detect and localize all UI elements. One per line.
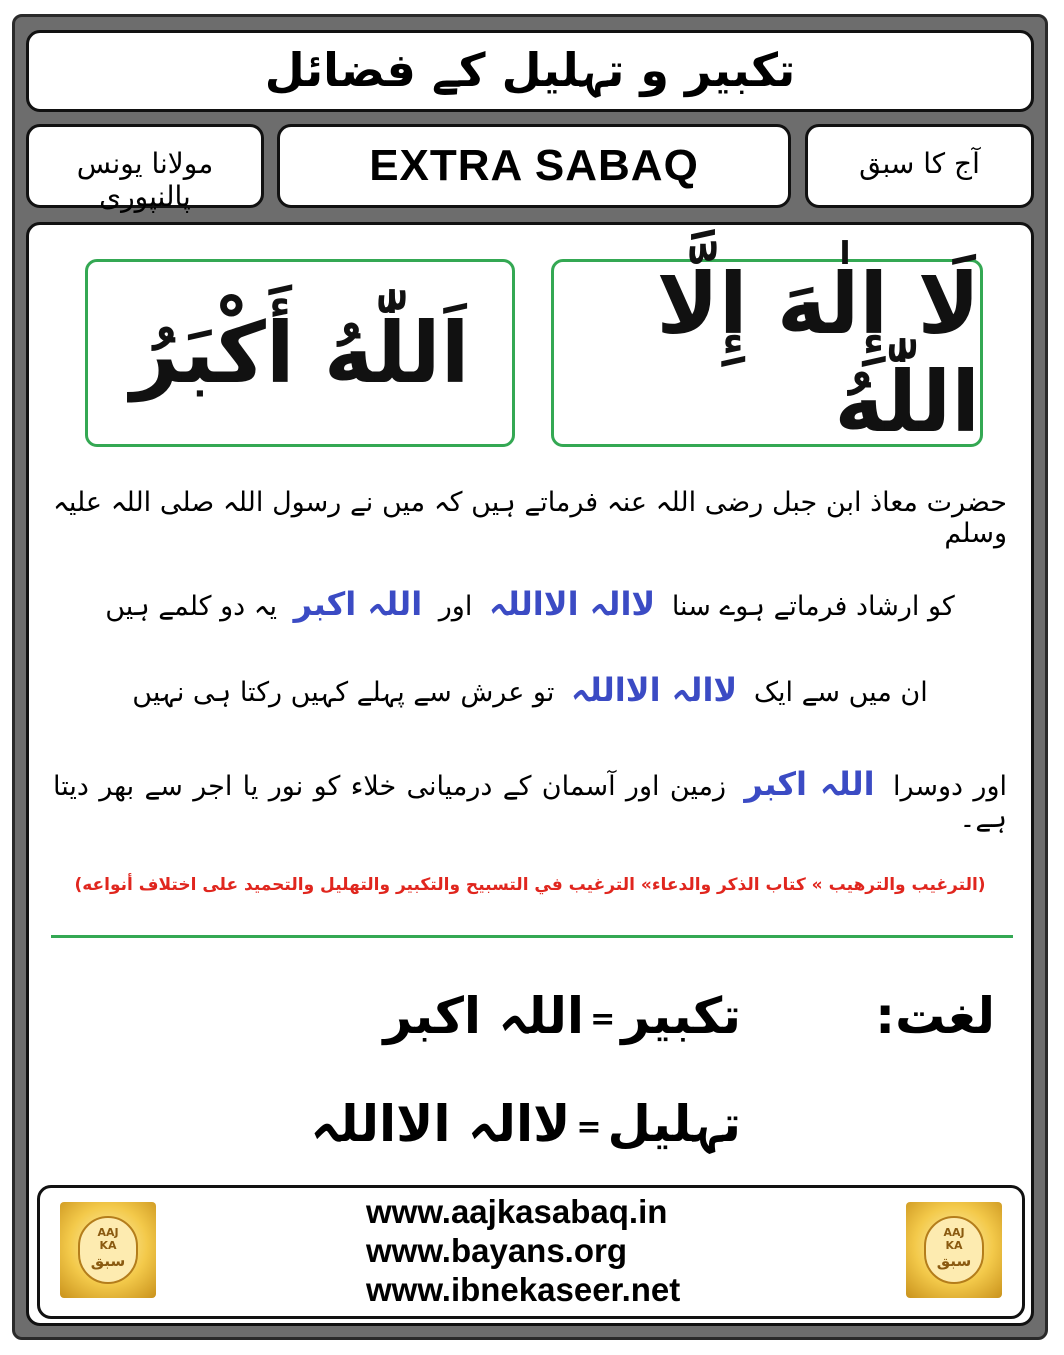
series-box <box>277 124 791 208</box>
highlight-tahlil: لاالہ الااللہ <box>488 585 656 623</box>
website-link[interactable]: www.bayans.org <box>366 1232 628 1269</box>
hadith-line-2-a: کو ارشاد فرماتے ہوے سنا <box>671 591 955 622</box>
glossary-takbir <box>383 987 741 1045</box>
equals-sign: = <box>590 1002 616 1037</box>
title-box <box>26 30 1034 112</box>
highlight-takbir: اللہ اکبر <box>293 585 423 623</box>
author-name: مولانا یونس پالنپوری <box>76 147 214 213</box>
equals-sign: = <box>576 1110 602 1145</box>
hadith-line-2-b: اور <box>438 591 473 622</box>
website-link[interactable]: www.aajkasabaq.in <box>366 1193 668 1230</box>
website-links <box>366 1192 680 1309</box>
hadith-line-4-a: اور دوسرا <box>893 771 1007 802</box>
series-title: EXTRA SABAQ <box>369 141 699 190</box>
hadith-line-2 <box>53 585 1007 623</box>
hadith-line-3 <box>53 671 1007 709</box>
highlight-tahlil-2: لاالہ الااللہ <box>570 671 738 709</box>
glossary-term-2: تہلیل <box>607 1095 741 1153</box>
hadith-line-2-c: یہ دو کلمے ہیں <box>105 591 278 622</box>
glossary-def-2: لاالہ الااللہ <box>310 1095 571 1153</box>
lesson-box <box>805 124 1034 208</box>
hadith-line-4-b: زمین اور آسمان کے درمیانی خلاء کو نور یا اجر سے بھر دیتا ہے۔ <box>53 771 1007 834</box>
logo-icon: AAJ KA سبق <box>60 1202 156 1298</box>
main-content <box>26 222 1034 1326</box>
highlight-takbir-2: اللہ اکبر <box>744 765 875 803</box>
glossary-tahlil <box>310 1095 741 1153</box>
hadith-line-1 <box>53 487 1007 549</box>
lesson-label: آج کا سبق <box>859 147 980 180</box>
hadith-line-3-a: ان میں سے ایک <box>753 677 928 708</box>
hadith-line-1-text: حضرت معاذ ابن جبل رضی اللہ عنہ فرماتے ہیں کہ میں نے رسول اللہ صلی اللہ علیہ وسلم <box>53 487 1007 549</box>
logo-icon: AAJ KA سبق <box>906 1202 1002 1298</box>
kalima-tahlil <box>551 255 983 451</box>
glossary-term-1: تکبیر <box>621 987 741 1045</box>
hadith-line-4 <box>53 765 1007 834</box>
hadith-line-3-b: تو عرش سے پہلے کہیں رکتا ہی نہیں <box>132 677 555 708</box>
kalima-takbir-text: اَللّٰهُ أَكْبَرُ <box>130 304 470 402</box>
glossary-def-1: اللہ اکبر <box>383 987 585 1045</box>
kalima-takbir <box>85 259 515 447</box>
glossary-label: لغت: <box>875 987 995 1045</box>
author-box <box>26 124 264 213</box>
footer <box>37 1185 1025 1319</box>
website-link[interactable]: www.ibnekaseer.net <box>366 1271 681 1308</box>
hadith-reference: (الترغيب والترهيب » كتاب الذكر والدعاء» الترغيب في التسبيح والتكبير والتهليل والتحميد على اختلاف أنواعه) <box>74 875 986 895</box>
section-divider <box>51 935 1013 938</box>
kalima-tahlil-text: لَا إِلٰهَ إِلَّا اللّٰهُ <box>656 255 980 451</box>
page-title: تکبیر و تہلیل کے فضائل <box>264 43 796 97</box>
